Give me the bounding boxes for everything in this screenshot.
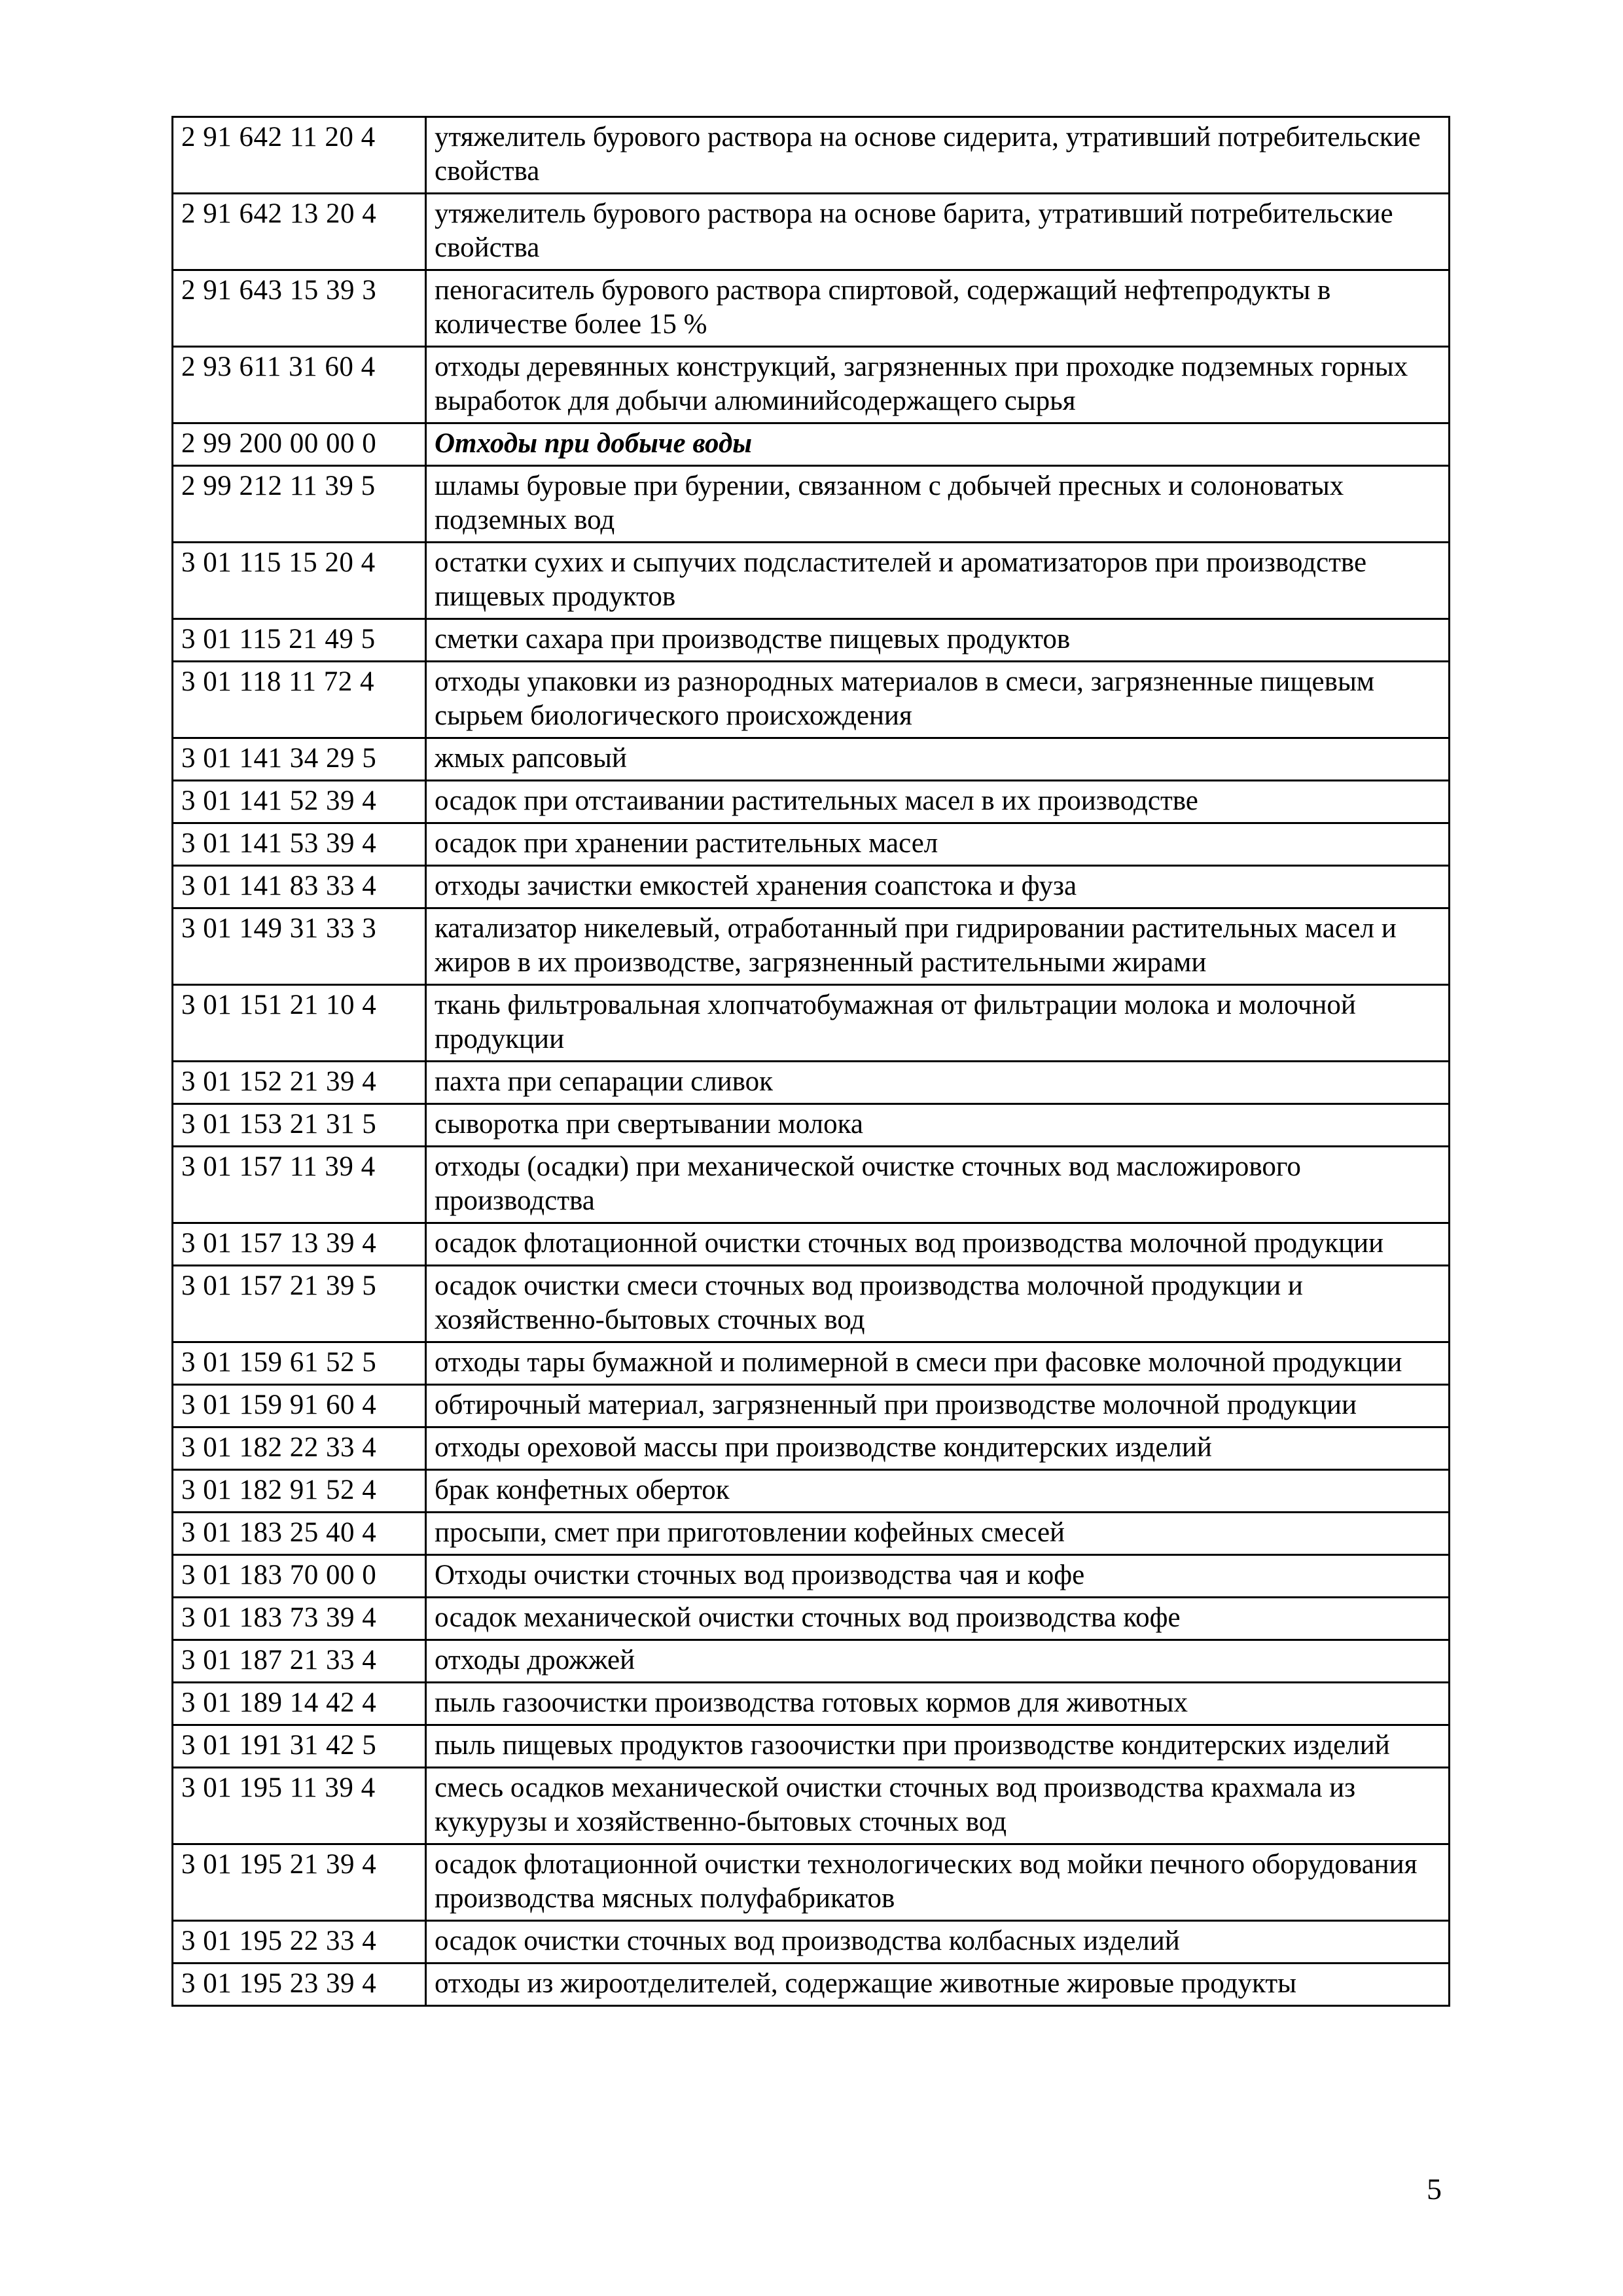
waste-code-cell: 2 91 643 15 39 3 bbox=[173, 270, 426, 347]
waste-description-cell: отходы дрожжей bbox=[426, 1640, 1450, 1683]
waste-description-cell: отходы упаковки из разнородных материалов в смеси, загрязненные пищевым сырьем биологического происхождения bbox=[426, 662, 1450, 738]
waste-code-cell: 3 01 151 21 10 4 bbox=[173, 985, 426, 1062]
table-row bbox=[173, 1844, 1450, 1921]
waste-code-cell: 3 01 141 34 29 5 bbox=[173, 738, 426, 781]
waste-code-cell: 3 01 149 31 33 3 bbox=[173, 908, 426, 985]
table-row bbox=[173, 1555, 1450, 1598]
waste-description-cell: осадок флотационной очистки сточных вод производства молочной продукции bbox=[426, 1223, 1450, 1266]
table-row bbox=[173, 1062, 1450, 1104]
waste-code-cell: 3 01 141 53 39 4 bbox=[173, 823, 426, 866]
waste-description-cell: осадок флотационной очистки технологических вод мойки печного оборудования производства мясных полуфабрикатов bbox=[426, 1844, 1450, 1921]
table-row bbox=[173, 619, 1450, 662]
waste-description-cell: осадок при отстаивании растительных масел в их производстве bbox=[426, 781, 1450, 823]
table-row bbox=[173, 117, 1450, 194]
table-row bbox=[173, 985, 1450, 1062]
waste-group-heading-cell: Отходы при добыче воды bbox=[426, 423, 1450, 466]
waste-code-cell: 3 01 115 15 20 4 bbox=[173, 543, 426, 619]
waste-description-cell: шламы буровые при бурении, связанном с добычей пресных и солоноватых подземных вод bbox=[426, 466, 1450, 543]
waste-description-cell: жмых рапсовый bbox=[426, 738, 1450, 781]
waste-code-cell: 3 01 195 21 39 4 bbox=[173, 1844, 426, 1921]
waste-code-cell: 3 01 182 91 52 4 bbox=[173, 1470, 426, 1513]
waste-description-cell: осадок очистки сточных вод производства колбасных изделий bbox=[426, 1921, 1450, 1964]
waste-code-cell: 3 01 189 14 42 4 bbox=[173, 1683, 426, 1725]
waste-description-cell: отходы тары бумажной и полимерной в смеси при фасовке молочной продукции bbox=[426, 1342, 1450, 1385]
waste-description-cell: осадок очистки смеси сточных вод производства молочной продукции и хозяйственно-бытовых сточных вод bbox=[426, 1266, 1450, 1342]
table-row bbox=[173, 194, 1450, 270]
waste-codes-table bbox=[171, 116, 1450, 2007]
waste-code-cell: 2 91 642 13 20 4 bbox=[173, 194, 426, 270]
table-row bbox=[173, 823, 1450, 866]
table-row bbox=[173, 662, 1450, 738]
table-row bbox=[173, 1104, 1450, 1147]
table-row bbox=[173, 781, 1450, 823]
waste-description-cell: утяжелитель бурового раствора на основе барита, утративший потребительские свойства bbox=[426, 194, 1450, 270]
waste-code-cell: 3 01 195 23 39 4 bbox=[173, 1964, 426, 2006]
waste-description-cell: пыль пищевых продуктов газоочистки при производстве кондитерских изделий bbox=[426, 1725, 1450, 1768]
table-row bbox=[173, 1266, 1450, 1342]
waste-code-cell: 3 01 157 11 39 4 bbox=[173, 1147, 426, 1223]
waste-description-cell: остатки сухих и сыпучих подсластителей и ароматизаторов при производстве пищевых продуктов bbox=[426, 543, 1450, 619]
waste-code-cell: 3 01 141 52 39 4 bbox=[173, 781, 426, 823]
waste-code-cell: 3 01 159 61 52 5 bbox=[173, 1342, 426, 1385]
table-row bbox=[173, 466, 1450, 543]
table-row bbox=[173, 1921, 1450, 1964]
waste-code-cell: 3 01 115 21 49 5 bbox=[173, 619, 426, 662]
waste-code-cell: 3 01 157 13 39 4 bbox=[173, 1223, 426, 1266]
waste-description-cell: пеногаситель бурового раствора спиртовой, содержащий нефтепродукты в количестве более 15 % bbox=[426, 270, 1450, 347]
table-row bbox=[173, 1683, 1450, 1725]
waste-code-cell: 3 01 182 22 33 4 bbox=[173, 1427, 426, 1470]
waste-code-cell: 3 01 187 21 33 4 bbox=[173, 1640, 426, 1683]
table-row bbox=[173, 1385, 1450, 1427]
waste-description-cell: сметки сахара при производстве пищевых продуктов bbox=[426, 619, 1450, 662]
table-row bbox=[173, 423, 1450, 466]
waste-code-cell: 3 01 118 11 72 4 bbox=[173, 662, 426, 738]
table-row bbox=[173, 347, 1450, 423]
waste-description-cell: утяжелитель бурового раствора на основе сидерита, утративший потребительские свойства bbox=[426, 117, 1450, 194]
table-row bbox=[173, 1342, 1450, 1385]
waste-code-cell: 3 01 157 21 39 5 bbox=[173, 1266, 426, 1342]
waste-group-heading-cell: Отходы очистки сточных вод производства чая и кофе bbox=[426, 1555, 1450, 1598]
table-row bbox=[173, 1223, 1450, 1266]
waste-code-cell: 3 01 152 21 39 4 bbox=[173, 1062, 426, 1104]
table-row bbox=[173, 1598, 1450, 1640]
waste-description-cell: отходы ореховой массы при производстве кондитерских изделий bbox=[426, 1427, 1450, 1470]
waste-code-cell: 3 01 195 11 39 4 bbox=[173, 1768, 426, 1844]
waste-code-cell: 3 01 159 91 60 4 bbox=[173, 1385, 426, 1427]
waste-description-cell: осадок при хранении растительных масел bbox=[426, 823, 1450, 866]
table-row bbox=[173, 1725, 1450, 1768]
table-row bbox=[173, 1470, 1450, 1513]
table-row bbox=[173, 1513, 1450, 1555]
waste-description-cell: отходы (осадки) при механической очистке сточных вод масложирового производства bbox=[426, 1147, 1450, 1223]
table-row bbox=[173, 738, 1450, 781]
waste-description-cell: отходы деревянных конструкций, загрязненных при проходке подземных горных выработок для добычи алюминийсодержащего сырья bbox=[426, 347, 1450, 423]
table-row bbox=[173, 270, 1450, 347]
waste-description-cell: обтирочный материал, загрязненный при производстве молочной продукции bbox=[426, 1385, 1450, 1427]
table-row bbox=[173, 908, 1450, 985]
waste-code-cell: 3 01 153 21 31 5 bbox=[173, 1104, 426, 1147]
table-row bbox=[173, 543, 1450, 619]
waste-code-cell: 2 93 611 31 60 4 bbox=[173, 347, 426, 423]
waste-description-cell: катализатор никелевый, отработанный при гидрировании растительных масел и жиров в их производстве, загрязненный растительными жирами bbox=[426, 908, 1450, 985]
table-row bbox=[173, 1964, 1450, 2006]
waste-description-cell: пыль газоочистки производства готовых кормов для животных bbox=[426, 1683, 1450, 1725]
waste-codes-table-body bbox=[173, 117, 1450, 2006]
waste-description-cell: отходы зачистки емкостей хранения соапстока и фуза bbox=[426, 866, 1450, 908]
waste-description-cell: пахта при сепарации сливок bbox=[426, 1062, 1450, 1104]
waste-description-cell: осадок механической очистки сточных вод производства кофе bbox=[426, 1598, 1450, 1640]
waste-description-cell: ткань фильтровальная хлопчатобумажная от фильтрации молока и молочной продукции bbox=[426, 985, 1450, 1062]
waste-code-cell: 2 91 642 11 20 4 bbox=[173, 117, 426, 194]
page-number: 5 bbox=[1427, 2172, 1442, 2206]
waste-description-cell: смесь осадков механической очистки сточных вод производства крахмала из кукурузы и хозяйственно-бытовых сточных вод bbox=[426, 1768, 1450, 1844]
waste-description-cell: брак конфетных оберток bbox=[426, 1470, 1450, 1513]
waste-code-cell: 3 01 183 70 00 0 bbox=[173, 1555, 426, 1598]
waste-code-cell: 3 01 141 83 33 4 bbox=[173, 866, 426, 908]
table-row bbox=[173, 1640, 1450, 1683]
waste-description-cell: сыворотка при свертывании молока bbox=[426, 1104, 1450, 1147]
waste-code-cell: 2 99 212 11 39 5 bbox=[173, 466, 426, 543]
table-row bbox=[173, 1147, 1450, 1223]
waste-code-cell: 3 01 183 73 39 4 bbox=[173, 1598, 426, 1640]
waste-description-cell: отходы из жироотделителей, содержащие животные жировые продукты bbox=[426, 1964, 1450, 2006]
waste-code-cell: 3 01 195 22 33 4 bbox=[173, 1921, 426, 1964]
waste-code-cell: 3 01 183 25 40 4 bbox=[173, 1513, 426, 1555]
table-row bbox=[173, 1427, 1450, 1470]
waste-description-cell: просыпи, смет при приготовлении кофейных смесей bbox=[426, 1513, 1450, 1555]
waste-code-cell: 2 99 200 00 00 0 bbox=[173, 423, 426, 466]
table-row bbox=[173, 866, 1450, 908]
waste-code-cell: 3 01 191 31 42 5 bbox=[173, 1725, 426, 1768]
table-row bbox=[173, 1768, 1450, 1844]
